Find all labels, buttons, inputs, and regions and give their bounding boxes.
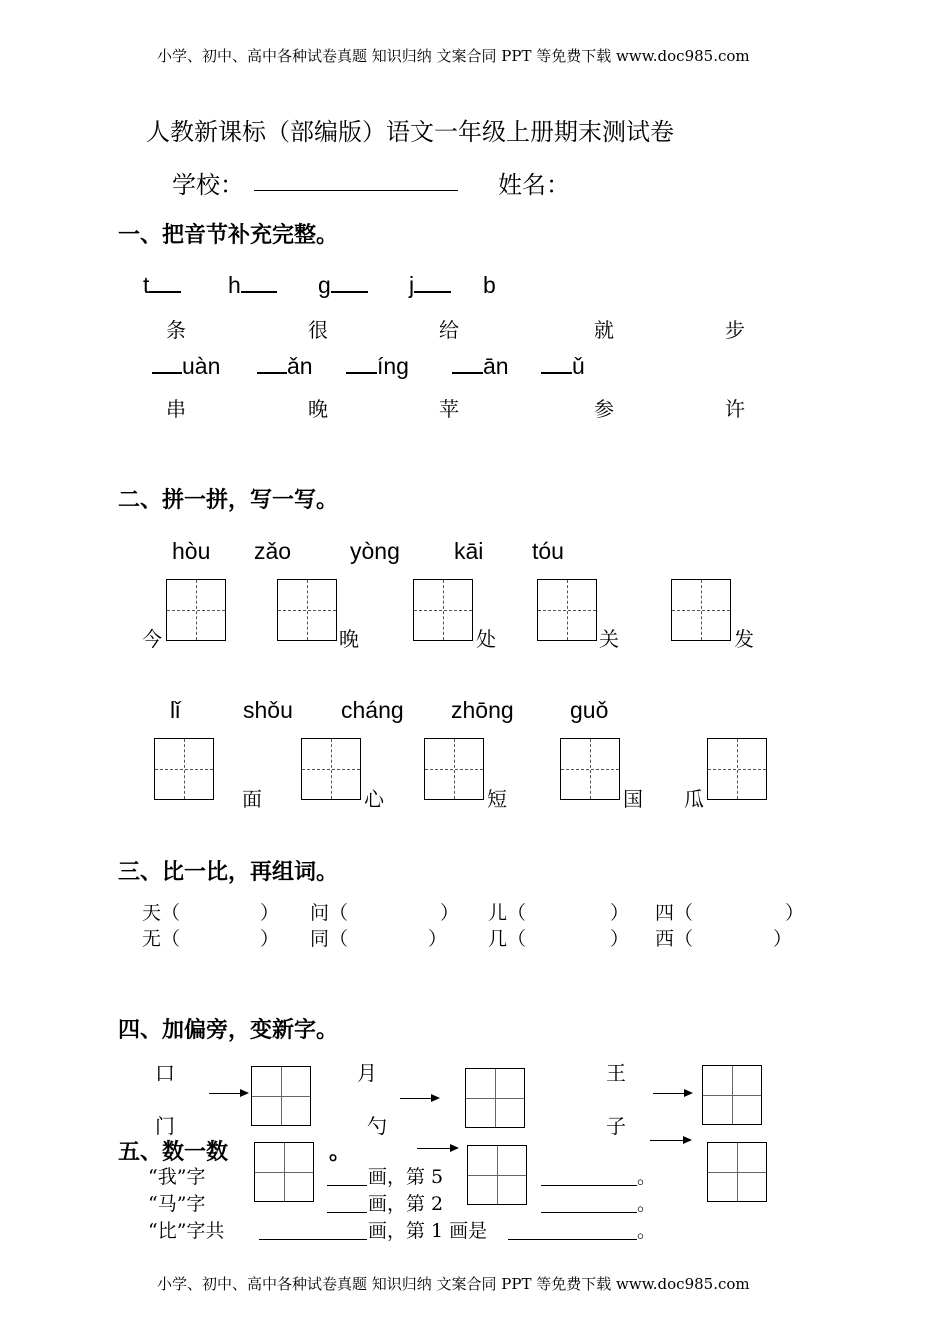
s1-py-3: g — [318, 272, 368, 299]
school-label: 学校： — [172, 171, 244, 199]
s4-radical-6: 子 — [606, 1114, 626, 1138]
s2-write-box-9[interactable] — [560, 738, 620, 800]
s4-arrow-6 — [650, 1140, 690, 1141]
s2-char-3: 处 — [476, 627, 496, 651]
s1-py-2: h — [228, 272, 277, 299]
s2-py-1: hòu — [172, 538, 211, 564]
s3-word-6-open: 同（ — [310, 928, 349, 950]
s1-blank-7[interactable] — [257, 370, 287, 374]
s1-char-6: 串 — [166, 397, 186, 421]
s2-py-10: guǒ — [570, 697, 609, 723]
s4-box-2[interactable] — [465, 1068, 525, 1128]
s1-blank-8[interactable] — [346, 370, 377, 374]
s3-word-5-open: 无（ — [142, 928, 181, 950]
s4-arrow-3 — [653, 1093, 691, 1094]
s4-radical-2: 月 — [357, 1061, 377, 1085]
s5-row3-prefix: “比”字共 — [148, 1220, 225, 1242]
s4-radical-3: 王 — [606, 1061, 626, 1085]
s2-write-box-5[interactable] — [671, 579, 731, 641]
s5-row3-blank-1[interactable] — [259, 1239, 367, 1240]
s1-py-1: t — [143, 272, 181, 299]
s2-write-box-7[interactable] — [301, 738, 361, 800]
s5-row3-end: 。 — [637, 1220, 657, 1242]
s2-char-2: 晚 — [339, 627, 359, 651]
s1-py-6: uàn — [152, 353, 220, 380]
section-5-heading: 五、数一数 — [118, 1140, 229, 1165]
s2-char-10: 瓜 — [684, 787, 704, 811]
s2-write-box-10[interactable] — [707, 738, 767, 800]
s1-blank-1[interactable] — [149, 289, 181, 293]
s2-py-3: yòng — [350, 538, 400, 564]
s4-box-5[interactable] — [467, 1145, 527, 1205]
s4-radical-5: 勺 — [367, 1114, 387, 1138]
s1-char-5: 步 — [725, 318, 745, 342]
s1-char-7: 晚 — [308, 397, 328, 421]
s4-arrow-5 — [417, 1148, 457, 1149]
s5-row1-mid: 画，第 5 — [368, 1166, 444, 1188]
s1-py-10: ǔ — [541, 353, 585, 380]
s4-box-6[interactable] — [707, 1142, 767, 1202]
s2-write-box-8[interactable] — [424, 738, 484, 800]
s4-radical-4: 门 — [155, 1114, 175, 1138]
s5-row1-blank-1[interactable] — [327, 1185, 367, 1186]
s1-blank-9[interactable] — [452, 370, 483, 374]
s4-arrow-2 — [400, 1098, 438, 1099]
s2-py-6: lǐ — [170, 697, 181, 723]
s3-word-2-close: ） — [440, 902, 460, 924]
s3-word-1-close: ） — [260, 902, 280, 924]
s1-char-4: 就 — [594, 318, 614, 342]
s1-py-9: ān — [452, 353, 509, 380]
section-3-heading: 三、比一比，再组词。 — [118, 860, 339, 885]
s5-row3-blank-2[interactable] — [508, 1239, 637, 1240]
s1-char-8: 苹 — [439, 397, 459, 421]
s1-py-8: íng — [346, 353, 409, 380]
s3-word-8-close: ） — [773, 928, 793, 950]
s5-row2-blank-2[interactable] — [541, 1212, 637, 1213]
s2-char-7: 心 — [364, 787, 384, 811]
s2-char-9: 国 — [623, 787, 643, 811]
s4-arrow-1 — [209, 1093, 247, 1094]
s3-word-5-close: ） — [260, 928, 280, 950]
s2-write-box-2[interactable] — [277, 579, 337, 641]
s2-py-5: tóu — [532, 538, 564, 564]
section-5-heading-tail: 。 — [329, 1140, 352, 1165]
s1-blank-3[interactable] — [331, 289, 368, 293]
s3-word-7-close: ） — [610, 928, 630, 950]
page-header: 小学、初中、高中各种试卷真题 知识归纳 文案合同 PPT 等免费下载 www.doc985.com — [157, 47, 750, 65]
s4-box-1[interactable] — [251, 1066, 311, 1126]
s1-py-4: j — [409, 272, 451, 299]
s3-word-4-close: ） — [785, 902, 805, 924]
s2-py-8: cháng — [341, 697, 404, 723]
s1-py-5: b — [483, 272, 496, 298]
s2-char-4: 关 — [599, 627, 619, 651]
s3-word-6-close: ） — [428, 928, 448, 950]
s1-blank-2[interactable] — [241, 289, 277, 293]
s1-char-3: 给 — [439, 318, 459, 342]
section-1-heading: 一、把音节补充完整。 — [118, 223, 339, 248]
s2-py-4: kāi — [454, 538, 484, 564]
s1-char-1: 条 — [166, 318, 186, 342]
s3-word-8-open: 西（ — [655, 928, 694, 950]
s3-word-4-open: 四（ — [655, 902, 694, 924]
s5-row3-mid: 画，第 1 画是 — [368, 1220, 488, 1242]
s5-row2-blank-1[interactable] — [327, 1212, 367, 1213]
s5-row1-end: 。 — [637, 1166, 657, 1188]
s3-word-3-close: ） — [610, 902, 630, 924]
s1-blank-6[interactable] — [152, 370, 182, 374]
s1-char-10: 许 — [725, 397, 745, 421]
s2-write-box-4[interactable] — [537, 579, 597, 641]
s1-blank-4[interactable] — [414, 289, 451, 293]
s2-char-1: 今 — [142, 627, 162, 651]
s3-word-7-open: 几（ — [488, 928, 527, 950]
page-title: 人教新课标（部编版）语文一年级上册期末测试卷 — [146, 118, 674, 146]
s2-write-box-3[interactable] — [413, 579, 473, 641]
s3-word-2-open: 问（ — [310, 902, 349, 924]
s2-write-box-1[interactable] — [166, 579, 226, 641]
s1-char-9: 参 — [594, 397, 614, 421]
s1-py-7: ǎn — [257, 353, 313, 380]
s5-row1-prefix: “我”字 — [148, 1166, 206, 1188]
s4-box-4[interactable] — [254, 1142, 314, 1202]
s2-char-6: 面 — [242, 787, 262, 811]
s5-row2-end: 。 — [637, 1193, 657, 1215]
name-label: 姓名： — [498, 171, 570, 199]
s4-radical-1: 口 — [155, 1061, 175, 1085]
s3-word-1-open: 天（ — [142, 902, 181, 924]
s2-write-box-6[interactable] — [154, 738, 214, 800]
section-2-heading: 二、拼一拼，写一写。 — [118, 488, 339, 513]
page-footer: 小学、初中、高中各种试卷真题 知识归纳 文案合同 PPT 等免费下载 www.doc985.com — [157, 1275, 750, 1293]
s3-word-3-open: 儿（ — [488, 902, 527, 924]
s4-box-3[interactable] — [702, 1065, 762, 1125]
s5-row1-blank-2[interactable] — [541, 1185, 637, 1186]
s5-row2-prefix: “马”字 — [148, 1193, 206, 1215]
section-4-heading: 四、加偏旁，变新字。 — [118, 1018, 339, 1043]
s2-char-8: 短 — [487, 787, 507, 811]
s2-py-7: shǒu — [243, 697, 293, 723]
s2-char-5: 发 — [734, 627, 754, 651]
s2-py-9: zhōng — [451, 697, 514, 723]
s2-py-2: zǎo — [254, 538, 292, 564]
s5-row2-mid: 画，第 2 — [368, 1193, 444, 1215]
s1-blank-10[interactable] — [541, 370, 572, 374]
s1-char-2: 很 — [308, 318, 328, 342]
school-field[interactable] — [254, 190, 458, 191]
